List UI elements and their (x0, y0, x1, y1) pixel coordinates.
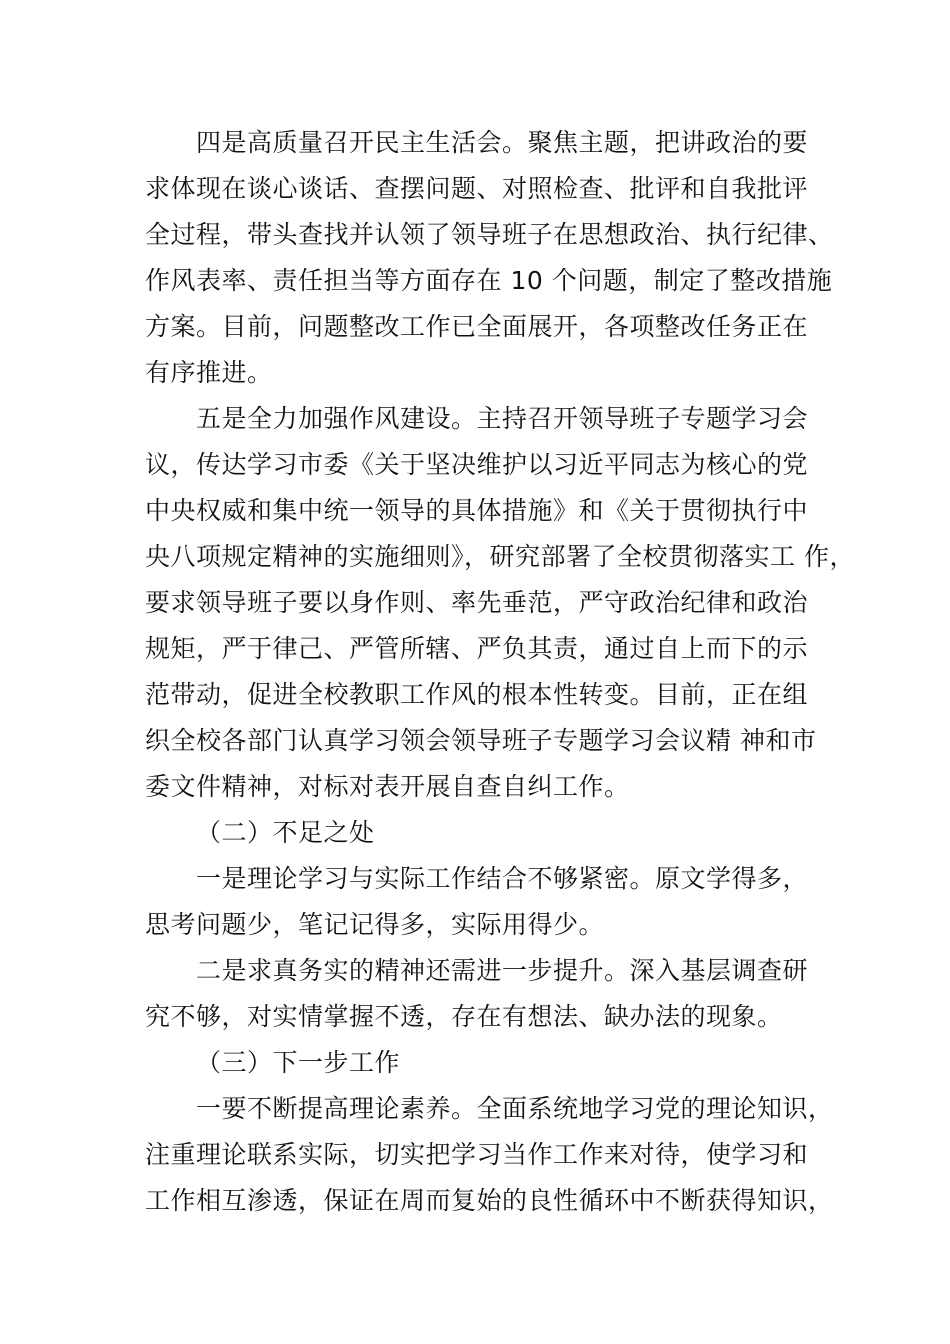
text-line: 四是高质量召开民主生活会。聚焦主题，把讲政治的要 (196, 128, 809, 157)
text-line: 委文件精神，对标对表开展自查自纠工作。 (145, 772, 630, 801)
text-line: 五是全力加强作风建设。主持召开领导班子专题学习会 (196, 404, 809, 433)
text-line: 织全校各部门认真学习领会领导班子专题学习会议精 神和市 (145, 726, 817, 755)
text-line: 一是理论学习与实际工作结合不够紧密。原文学得多， (196, 864, 809, 893)
text-line: 有序推进。 (145, 358, 273, 387)
text-line: 一要不断提高理论素养。全面系统地学习党的理论知识， (196, 1094, 834, 1123)
text-line: 方案。目前，问题整改工作已全面展开，各项整改任务正在 (145, 312, 809, 341)
text-line: 工作相互渗透，保证在周而复始的良性循环中不断获得知识， (145, 1186, 834, 1215)
text-line: 二是求真务实的精神还需进一步提升。深入基层调查研 (196, 956, 809, 985)
section-heading: （二）不足之处 (196, 818, 375, 847)
text-line: 求体现在谈心谈话、查摆问题、对照检查、批评和自我批评 (145, 174, 809, 203)
text-line: 作风表率、责任担当等方面存在 10 个问题，制定了整改措施 (145, 266, 833, 295)
text-line: 究不够，对实情掌握不透，存在有想法、缺办法的现象。 (145, 1002, 783, 1031)
text-line: 注重理论联系实际，切实把学习当作工作来对待，使学习和 (145, 1140, 809, 1169)
text-line: 范带动，促进全校教职工作风的根本性转变。目前，正在组 (145, 680, 809, 709)
text-line: 全过程，带头查找并认领了领导班子在思想政治、执行纪律、 (145, 220, 834, 249)
text-line: 思考问题少，笔记记得多，实际用得少。 (145, 910, 605, 939)
text-line: 央八项规定精神的实施细则》，研究部署了全校贯彻落实工 作， (145, 542, 855, 571)
text-line: 中央权威和集中统一领导的具体措施》和《关于贯彻执行中 (145, 496, 809, 525)
text-line: 要求领导班子要以身作则、率先垂范，严守政治纪律和政治 (145, 588, 809, 617)
section-heading: （三）下一步工作 (196, 1048, 401, 1077)
text-line: 议，传达学习市委《关于坚决维护以习近平同志为核心的党 (145, 450, 809, 479)
text-line: 规矩，严于律己、严管所辖、严负其责，通过自上而下的示 (145, 634, 809, 663)
